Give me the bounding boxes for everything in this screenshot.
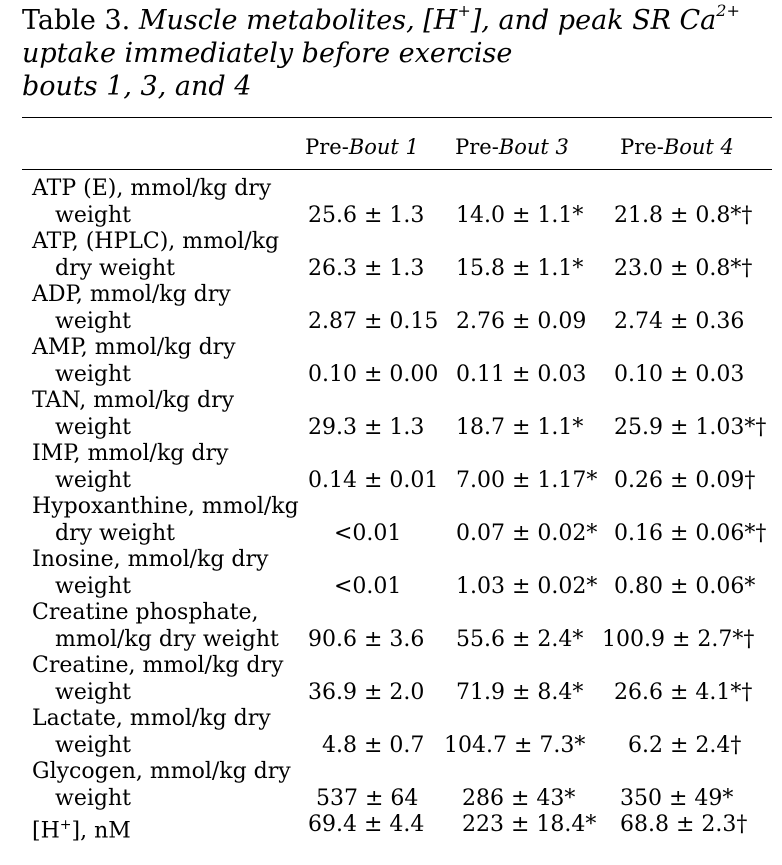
value-pre-bout-1: 25.6 ± 1.3 <box>308 203 425 228</box>
column-header-pre-bout-1 <box>282 134 442 160</box>
row-label-line-2: weight <box>55 362 131 387</box>
value-pre-bout-1: 29.3 ± 1.3 <box>308 415 425 440</box>
value-pre-bout-3: 55.6 ± 2.4* <box>456 627 584 652</box>
table-number: Table 3. <box>22 5 131 36</box>
column-header-italic: Bout 3 <box>498 135 569 159</box>
table-row <box>0 388 782 441</box>
row-label-line-2: weight <box>55 574 131 599</box>
value-pre-bout-4: 0.10 ± 0.03 <box>614 362 745 387</box>
table-row <box>0 547 782 600</box>
row-label-line-1: Inosine, mmol/kg dry <box>32 547 269 572</box>
value-pre-bout-3: 223 ± 18.4* <box>462 812 597 837</box>
value-pre-bout-3: 2.76 ± 0.09 <box>456 309 587 334</box>
row-label-line-1: Creatine, mmol/kg dry <box>32 653 284 678</box>
row-label-line-2: weight <box>55 733 131 758</box>
value-pre-bout-4: 25.9 ± 1.03*† <box>614 415 767 440</box>
value-pre-bout-3: 18.7 ± 1.1* <box>456 415 584 440</box>
column-header-pre-bout-4 <box>597 134 757 160</box>
table-row <box>0 176 782 229</box>
row-label-line-1: AMP, mmol/kg dry <box>32 335 236 360</box>
column-header-prefix: Pre- <box>455 135 499 159</box>
row-label-line-1: Hypoxanthine, mmol/kg <box>32 494 299 519</box>
row-label-line-2: weight <box>55 786 131 811</box>
value-pre-bout-4: 0.16 ± 0.06*† <box>614 521 767 546</box>
row-label-line-1: Lactate, mmol/kg dry <box>32 706 271 731</box>
value-pre-bout-3: 286 ± 43* <box>462 786 576 811</box>
row-label-line-1: IMP, mmol/kg dry <box>32 441 229 466</box>
value-pre-bout-4: 350 ± 49* <box>620 786 734 811</box>
top-rule <box>22 117 772 118</box>
row-label-line-1: Glycogen, mmol/kg dry <box>32 759 291 784</box>
value-pre-bout-3: 0.11 ± 0.03 <box>456 362 587 387</box>
value-pre-bout-4: 0.26 ± 0.09† <box>614 468 756 493</box>
title-line-3: bouts 1, 3, and 4 <box>22 71 252 102</box>
value-pre-bout-1: <0.01 <box>334 574 402 599</box>
table-row <box>0 229 782 282</box>
table-row <box>0 812 782 865</box>
h-ion-label-sup: + <box>59 817 72 833</box>
value-pre-bout-1: 26.3 ± 1.3 <box>308 256 425 281</box>
value-pre-bout-3: 15.8 ± 1.1* <box>456 256 584 281</box>
value-pre-bout-1: 36.9 ± 2.0 <box>308 680 425 705</box>
value-pre-bout-1: <0.01 <box>334 521 402 546</box>
row-label-line-2: weight <box>55 203 131 228</box>
row-label-line-1 <box>32 812 131 844</box>
title-line-2: uptake immediately before exercise <box>22 38 513 69</box>
row-label-line-1: ATP (E), mmol/kg dry <box>32 176 272 201</box>
table-row <box>0 706 782 759</box>
row-label-line-2: mmol/kg dry weight <box>55 627 279 652</box>
table-row <box>0 653 782 706</box>
row-label-line-1: TAN, mmol/kg dry <box>32 388 235 413</box>
value-pre-bout-3: 0.07 ± 0.02* <box>456 521 598 546</box>
title-line-1 <box>22 1 772 37</box>
row-label-line-2: dry weight <box>55 521 176 546</box>
row-label-line-1: Creatine phosphate, <box>32 600 259 625</box>
value-pre-bout-3: 14.0 ± 1.1* <box>456 203 584 228</box>
row-label-line-2: weight <box>55 415 131 440</box>
table-row <box>0 759 782 812</box>
value-pre-bout-1: 537 ± 64 <box>316 786 419 811</box>
value-pre-bout-4: 100.9 ± 2.7*† <box>602 627 755 652</box>
column-header-italic: Bout 1 <box>348 135 419 159</box>
value-pre-bout-4: 26.6 ± 4.1*† <box>614 680 753 705</box>
value-pre-bout-3: 71.9 ± 8.4* <box>456 680 584 705</box>
table-row <box>0 600 782 653</box>
value-pre-bout-1: 2.87 ± 0.15 <box>308 309 439 334</box>
row-label-line-2: weight <box>55 680 131 705</box>
value-pre-bout-1: 90.6 ± 3.6 <box>308 627 425 652</box>
table-row <box>0 441 782 494</box>
title-sup-1: + <box>457 1 471 20</box>
column-header-pre-bout-3 <box>432 134 592 160</box>
value-pre-bout-3: 104.7 ± 7.3* <box>444 733 586 758</box>
value-pre-bout-4: 2.74 ± 0.36 <box>614 309 745 334</box>
row-label-line-1: ATP, (HPLC), mmol/kg <box>32 229 280 254</box>
column-header-prefix: Pre- <box>305 135 349 159</box>
table-row <box>0 335 782 388</box>
table-row <box>0 494 782 547</box>
value-pre-bout-4: 23.0 ± 0.8*† <box>614 256 753 281</box>
header-rule <box>22 169 772 170</box>
value-pre-bout-4: 0.80 ± 0.06* <box>614 574 756 599</box>
value-pre-bout-4: 21.8 ± 0.8*† <box>614 203 753 228</box>
value-pre-bout-3: 7.00 ± 1.17* <box>456 468 598 493</box>
value-pre-bout-1: 69.4 ± 4.4 <box>308 812 425 837</box>
value-pre-bout-1: 0.10 ± 0.00 <box>308 362 439 387</box>
h-ion-label-a: [H <box>32 818 60 844</box>
h-ion-label-b: ], nM <box>71 818 131 844</box>
title-text-b: ], and peak SR Ca <box>470 5 717 36</box>
value-pre-bout-3: 1.03 ± 0.02* <box>456 574 598 599</box>
column-header-prefix: Pre- <box>620 135 664 159</box>
value-pre-bout-1: 4.8 ± 0.7 <box>322 733 425 758</box>
row-label-line-2: dry weight <box>55 256 176 281</box>
value-pre-bout-4: 6.2 ± 2.4† <box>628 733 742 758</box>
value-pre-bout-4: 68.8 ± 2.3† <box>620 812 748 837</box>
row-label-line-1: ADP, mmol/kg dry <box>32 282 231 307</box>
row-label-line-2: weight <box>55 468 131 493</box>
column-header-italic: Bout 4 <box>663 135 734 159</box>
row-label-line-2: weight <box>55 309 131 334</box>
table-title <box>22 1 772 103</box>
value-pre-bout-1: 0.14 ± 0.01 <box>308 468 439 493</box>
title-sup-2: 2+ <box>716 1 740 20</box>
title-text-a: Muscle metabolites, [H <box>138 5 458 36</box>
table-row <box>0 282 782 335</box>
